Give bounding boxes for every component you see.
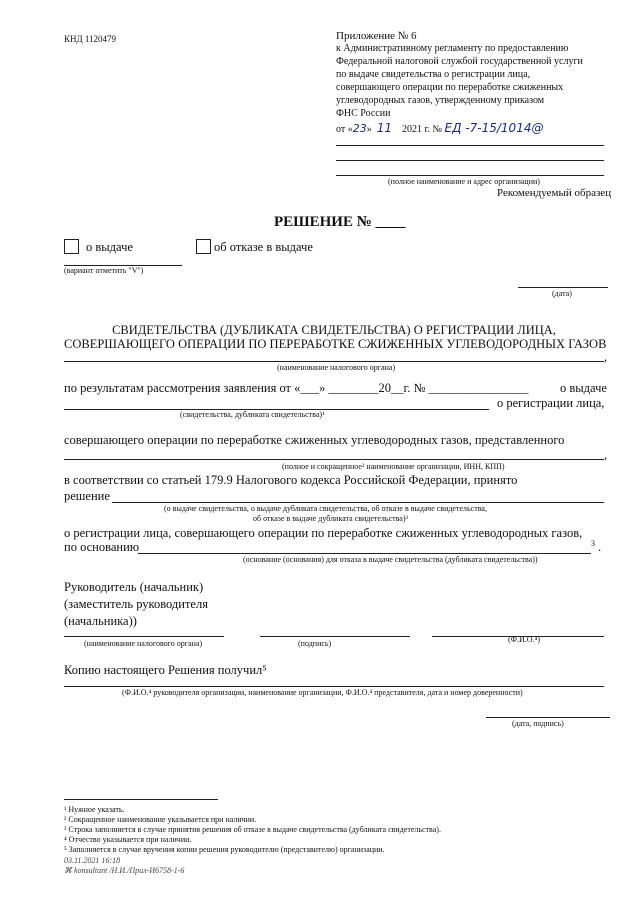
appendix-line-6: ФНС России	[336, 108, 391, 119]
operations-text: совершающего операции по переработке сжиженных углеводородных газов, представленного	[64, 433, 565, 447]
subject-comma: ,	[604, 350, 608, 364]
decision-title: РЕШЕНИЕ № ____	[274, 214, 406, 230]
registration-line: о регистрации лица, совершающего операции по переработке сжиженных углеводородных газов,	[64, 526, 583, 540]
tax-organ-caption: (наименование налогового органа)	[277, 363, 396, 372]
appendix-line-1: к Административному регламенту по предоставлению	[336, 43, 569, 54]
basis-word: по основанию	[64, 540, 140, 554]
org-caption: (полное наименование и адрес организации)	[388, 177, 540, 186]
org-line-1	[336, 145, 604, 146]
org-name-comma: ,	[604, 448, 608, 462]
date-line	[518, 287, 608, 288]
copy-date-sign-line	[486, 717, 610, 718]
organ-sign-caption: (наименование налогового органа)	[84, 639, 203, 648]
copy-received-caption: (Ф.И.О.⁴ руководителя организации, наименование организации, Ф.И.О.⁴ представителя, дата и номер доверенности)	[122, 688, 523, 697]
org-name-line	[64, 459, 604, 460]
organ-sign-line	[64, 636, 224, 637]
appendix-line-3: по выдаче свидетельства о регистрации лица,	[336, 69, 531, 80]
basis-line	[138, 553, 591, 554]
document-icon: ⌘	[64, 866, 72, 875]
order-number-handwritten: ЕД -7-15/1014@	[444, 121, 544, 135]
footnote-separator	[64, 799, 218, 800]
option-caption: (вариант отметить "V")	[64, 266, 144, 275]
head-title-3: (начальника))	[64, 614, 137, 628]
review-issue-text: о выдаче	[560, 381, 607, 395]
certificate-caption: (свидетельства, дубликата свидетельства)¹	[180, 410, 325, 419]
footnote-2: ² Сокращенное наименование указывается при наличии.	[64, 815, 257, 824]
tax-organ-line	[64, 361, 604, 362]
decision-word: решение	[64, 489, 110, 503]
order-month-handwritten: 11	[376, 121, 393, 135]
subject-line-1: СВИДЕТЕЛЬСТВА (ДУБЛИКАТА СВИДЕТЕЛЬСТВА) О РЕГИСТРАЦИИ ЛИЦА,	[112, 323, 556, 337]
decision-line	[112, 502, 604, 503]
basis-caption: (основание (основания) для отказа в выдаче свидетельства (дубликата свидетельства))	[243, 555, 538, 564]
subject-line-2: СОВЕРШАЮЩЕГО ОПЕРАЦИИ ПО ПЕРЕРАБОТКЕ СЖИЖЕННЫХ УГЛЕВОДОРОДНЫХ ГАЗОВ	[64, 337, 607, 351]
head-title-1: Руководитель (начальник)	[64, 580, 204, 594]
org-name-caption: (полное и сокращенное² наименование организации, ИНН, КПП)	[282, 462, 505, 471]
issue-checkbox[interactable]	[64, 239, 79, 254]
order-day-handwritten: 23	[352, 122, 367, 135]
org-line-2	[336, 160, 604, 161]
print-datetime: 03.11.2021 16:18	[64, 856, 121, 865]
appendix-line-2: Федеральной налоговой службой государственной услуги	[336, 56, 583, 67]
date-caption: (дата)	[552, 289, 572, 298]
copy-received-title: Копию настоящего Решения получил⁵	[64, 663, 267, 677]
accordance-text: в соответствии со статьей 179.9 Налогового кодекса Российской Федерации, принято	[64, 473, 518, 487]
footnote-3: ³ Строка заполняется в случае принятия решения об отказе в выдаче свидетельства (дубликата свидетельства).	[64, 825, 441, 834]
refuse-checkbox[interactable]	[196, 239, 211, 254]
head-title-2: (заместитель руководителя	[64, 597, 208, 611]
appendix-line-4: совершающего операции по переработке сжиженных	[336, 82, 564, 93]
copy-received-line	[64, 686, 604, 687]
basis-period: .	[598, 540, 602, 554]
recommended-sample: Рекомендуемый образец	[497, 187, 612, 199]
appendix-line-5: углеводородных газов, утвержденному приказом	[336, 95, 545, 106]
order-date-number: от «23» 11 2021 г. № ЕД -7-15/1014@	[336, 121, 544, 135]
refuse-label: об отказе в выдаче	[214, 240, 313, 254]
footnote-1: ¹ Нужное указать.	[64, 805, 125, 814]
footnote-5: ⁵ Заполняется в случае вручения копии решения руководителю (представителю) организации.	[64, 845, 385, 854]
appendix-title: Приложение № 6	[336, 30, 417, 42]
fio-caption: (Ф.И.О.⁴)	[508, 635, 540, 644]
org-line-3	[336, 175, 604, 176]
signature-line	[260, 636, 410, 637]
knd-code: КНД 1120479	[64, 34, 117, 44]
registration-text: о регистрации лица,	[497, 396, 605, 410]
copy-date-sign-caption: (дата, подпись)	[512, 719, 564, 728]
signature-caption: (подпись)	[298, 639, 332, 648]
footnote-4: ⁴ Отчество указывается при наличии.	[64, 835, 192, 844]
issue-label: о выдаче	[86, 240, 133, 254]
review-text: по результатам рассмотрения заявления от «___» ________20__г. № ________________	[64, 381, 529, 395]
file-stamp: ⌘ konsultant /Н.И./Прил-И6758-1-6	[64, 866, 185, 875]
basis-sup: 3	[591, 539, 595, 548]
decision-caption-1: (о выдаче свидетельства, о выдаче дубликата свидетельства, об отказе в выдаче свидетельства,	[164, 504, 487, 513]
decision-caption-2: об отказе в выдаче дубликата свидетельства)³	[253, 514, 408, 523]
